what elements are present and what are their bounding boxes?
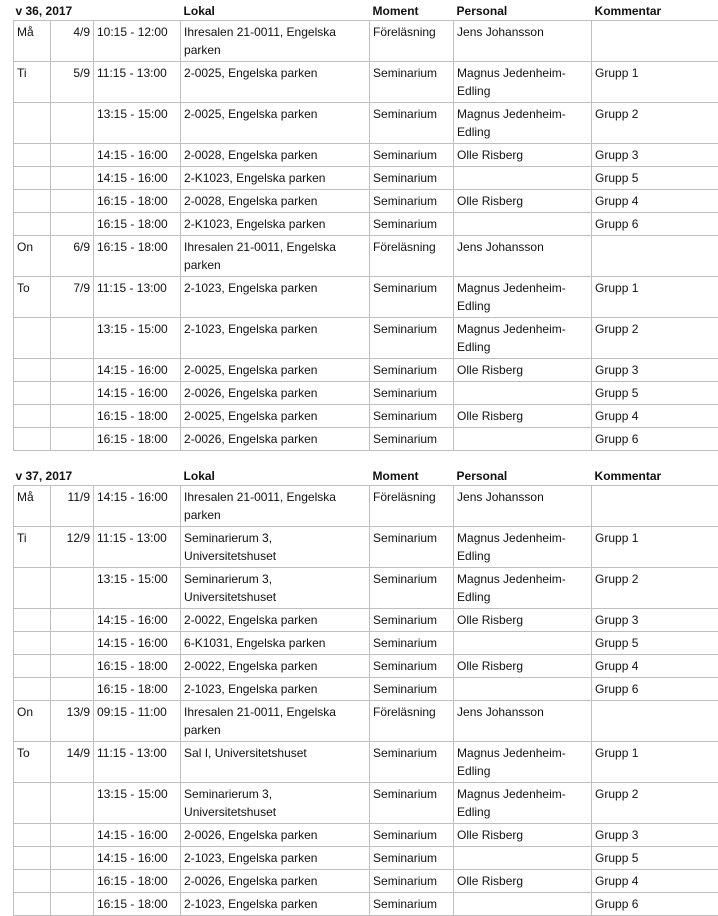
day-cell	[14, 428, 51, 451]
moment-cell: Föreläsning	[370, 236, 454, 277]
day-cell	[14, 405, 51, 428]
personnel-cell	[454, 847, 592, 870]
comment-cell: Grupp 3	[592, 359, 718, 382]
location-cell: 2-0022, Engelska parken	[181, 655, 370, 678]
comment-cell: Grupp 3	[592, 824, 718, 847]
day-cell	[14, 359, 51, 382]
table-row	[14, 701, 718, 742]
table-row	[14, 318, 718, 359]
time-cell: 14:15 - 16:00	[94, 632, 181, 655]
date-cell	[51, 870, 94, 893]
day-cell	[14, 144, 51, 167]
table-row	[14, 405, 718, 428]
table-row	[14, 103, 718, 144]
moment-cell: Seminarium	[370, 824, 454, 847]
date-cell	[51, 428, 94, 451]
location-cell: 2-1023, Engelska parken	[181, 678, 370, 701]
week-header-row	[14, 0, 718, 21]
date-cell: 14/9	[51, 742, 94, 783]
personnel-cell: Jens Johansson	[454, 21, 592, 62]
date-cell: 5/9	[51, 62, 94, 103]
personnel-cell	[454, 213, 592, 236]
location-cell: Ihresalen 21-0011, Engelska parken	[181, 486, 370, 527]
comment-cell: Grupp 1	[592, 527, 718, 568]
date-cell	[51, 405, 94, 428]
comment-cell	[592, 701, 718, 742]
location-cell: 2-0026, Engelska parken	[181, 824, 370, 847]
date-cell	[51, 359, 94, 382]
personnel-cell: Olle Risberg	[454, 870, 592, 893]
day-cell	[14, 847, 51, 870]
comment-cell: Grupp 2	[592, 783, 718, 824]
time-cell: 13:15 - 15:00	[94, 103, 181, 144]
day-cell	[14, 824, 51, 847]
column-header-location: Lokal	[181, 0, 370, 21]
date-cell	[51, 190, 94, 213]
moment-cell: Seminarium	[370, 277, 454, 318]
comment-cell: Grupp 5	[592, 847, 718, 870]
time-cell: 14:15 - 16:00	[94, 847, 181, 870]
week-label: v 37, 2017	[14, 465, 181, 486]
comment-cell: Grupp 6	[592, 428, 718, 451]
table-row	[14, 632, 718, 655]
table-row	[14, 21, 718, 62]
location-cell: Ihresalen 21-0011, Engelska parken	[181, 701, 370, 742]
location-cell: 2-1023, Engelska parken	[181, 893, 370, 916]
personnel-cell: Jens Johansson	[454, 486, 592, 527]
table-row	[14, 167, 718, 190]
location-cell: 2-0025, Engelska parken	[181, 405, 370, 428]
date-cell	[51, 678, 94, 701]
date-cell: 7/9	[51, 277, 94, 318]
time-cell: 11:15 - 13:00	[94, 62, 181, 103]
personnel-cell: Olle Risberg	[454, 359, 592, 382]
date-cell: 13/9	[51, 701, 94, 742]
location-cell: 2-0026, Engelska parken	[181, 428, 370, 451]
moment-cell: Seminarium	[370, 870, 454, 893]
comment-cell: Grupp 1	[592, 62, 718, 103]
comment-cell: Grupp 4	[592, 655, 718, 678]
time-cell: 16:15 - 18:00	[94, 870, 181, 893]
table-row	[14, 62, 718, 103]
comment-cell: Grupp 3	[592, 609, 718, 632]
location-cell: 2-0025, Engelska parken	[181, 62, 370, 103]
moment-cell: Seminarium	[370, 568, 454, 609]
column-header-moment: Moment	[370, 465, 454, 486]
day-cell	[14, 382, 51, 405]
schedule-table	[13, 0, 718, 916]
date-cell	[51, 632, 94, 655]
moment-cell: Seminarium	[370, 678, 454, 701]
moment-cell: Föreläsning	[370, 701, 454, 742]
moment-cell: Seminarium	[370, 428, 454, 451]
personnel-cell: Magnus Jedenheim-Edling	[454, 783, 592, 824]
day-cell: Må	[14, 486, 51, 527]
time-cell: 14:15 - 16:00	[94, 486, 181, 527]
time-cell: 10:15 - 12:00	[94, 21, 181, 62]
table-row	[14, 847, 718, 870]
comment-cell: Grupp 5	[592, 382, 718, 405]
table-row	[14, 428, 718, 451]
date-cell: 12/9	[51, 527, 94, 568]
comment-cell: Grupp 5	[592, 167, 718, 190]
day-cell	[14, 893, 51, 916]
location-cell: 2-0028, Engelska parken	[181, 144, 370, 167]
day-cell	[14, 655, 51, 678]
moment-cell: Föreläsning	[370, 486, 454, 527]
time-cell: 14:15 - 16:00	[94, 359, 181, 382]
location-cell: 2-0026, Engelska parken	[181, 382, 370, 405]
moment-cell: Seminarium	[370, 103, 454, 144]
personnel-cell: Olle Risberg	[454, 190, 592, 213]
table-row	[14, 568, 718, 609]
table-row	[14, 190, 718, 213]
time-cell: 11:15 - 13:00	[94, 277, 181, 318]
date-cell	[51, 824, 94, 847]
location-cell: 2-1023, Engelska parken	[181, 847, 370, 870]
table-row	[14, 486, 718, 527]
moment-cell: Seminarium	[370, 632, 454, 655]
date-cell: 4/9	[51, 21, 94, 62]
personnel-cell: Magnus Jedenheim-Edling	[454, 62, 592, 103]
personnel-cell	[454, 382, 592, 405]
comment-cell	[592, 486, 718, 527]
personnel-cell	[454, 632, 592, 655]
moment-cell: Seminarium	[370, 783, 454, 824]
personnel-cell: Olle Risberg	[454, 405, 592, 428]
date-cell	[51, 655, 94, 678]
personnel-cell	[454, 428, 592, 451]
date-cell	[51, 318, 94, 359]
time-cell: 16:15 - 18:00	[94, 893, 181, 916]
table-row	[14, 742, 718, 783]
comment-cell: Grupp 2	[592, 318, 718, 359]
date-cell	[51, 167, 94, 190]
moment-cell: Seminarium	[370, 167, 454, 190]
location-cell: 2-K1023, Engelska parken	[181, 213, 370, 236]
schedule-body	[14, 0, 718, 916]
moment-cell: Seminarium	[370, 405, 454, 428]
table-row	[14, 655, 718, 678]
table-row	[14, 382, 718, 405]
moment-cell: Seminarium	[370, 742, 454, 783]
personnel-cell	[454, 167, 592, 190]
date-cell	[51, 213, 94, 236]
date-cell	[51, 783, 94, 824]
time-cell: 16:15 - 18:00	[94, 190, 181, 213]
column-header-personnel: Personal	[454, 465, 592, 486]
moment-cell: Seminarium	[370, 609, 454, 632]
table-row	[14, 359, 718, 382]
time-cell: 16:15 - 18:00	[94, 655, 181, 678]
moment-cell: Seminarium	[370, 893, 454, 916]
personnel-cell: Magnus Jedenheim-Edling	[454, 527, 592, 568]
table-row	[14, 824, 718, 847]
moment-cell: Seminarium	[370, 359, 454, 382]
date-cell	[51, 609, 94, 632]
table-row	[14, 277, 718, 318]
day-cell: To	[14, 277, 51, 318]
table-row	[14, 144, 718, 167]
comment-cell: Grupp 6	[592, 213, 718, 236]
location-cell: Seminarierum 3, Universitetshuset	[181, 783, 370, 824]
day-cell	[14, 568, 51, 609]
comment-cell	[592, 236, 718, 277]
time-cell: 14:15 - 16:00	[94, 144, 181, 167]
day-cell	[14, 632, 51, 655]
moment-cell: Seminarium	[370, 318, 454, 359]
personnel-cell: Magnus Jedenheim-Edling	[454, 103, 592, 144]
location-cell: Seminarierum 3, Universitetshuset	[181, 568, 370, 609]
moment-cell: Seminarium	[370, 144, 454, 167]
time-cell: 14:15 - 16:00	[94, 824, 181, 847]
day-cell: On	[14, 236, 51, 277]
date-cell	[51, 382, 94, 405]
personnel-cell: Jens Johansson	[454, 701, 592, 742]
column-header-moment: Moment	[370, 0, 454, 21]
moment-cell: Seminarium	[370, 213, 454, 236]
location-cell: Ihresalen 21-0011, Engelska parken	[181, 236, 370, 277]
comment-cell	[592, 21, 718, 62]
table-row	[14, 870, 718, 893]
time-cell: 16:15 - 18:00	[94, 236, 181, 277]
location-cell: 2-1023, Engelska parken	[181, 318, 370, 359]
location-cell: 2-0026, Engelska parken	[181, 870, 370, 893]
week-label: v 36, 2017	[14, 0, 181, 21]
location-cell: Sal I, Universitetshuset	[181, 742, 370, 783]
time-cell: 13:15 - 15:00	[94, 783, 181, 824]
time-cell: 13:15 - 15:00	[94, 318, 181, 359]
day-cell	[14, 213, 51, 236]
day-cell	[14, 609, 51, 632]
moment-cell: Seminarium	[370, 527, 454, 568]
table-row	[14, 678, 718, 701]
day-cell	[14, 318, 51, 359]
day-cell	[14, 678, 51, 701]
comment-cell: Grupp 5	[592, 632, 718, 655]
date-cell	[51, 847, 94, 870]
personnel-cell: Olle Risberg	[454, 609, 592, 632]
time-cell: 16:15 - 18:00	[94, 678, 181, 701]
moment-cell: Seminarium	[370, 847, 454, 870]
day-cell: On	[14, 701, 51, 742]
moment-cell: Seminarium	[370, 655, 454, 678]
comment-cell: Grupp 1	[592, 742, 718, 783]
time-cell: 14:15 - 16:00	[94, 609, 181, 632]
week-spacer	[14, 451, 718, 466]
day-cell: Må	[14, 21, 51, 62]
location-cell: 2-K1023, Engelska parken	[181, 167, 370, 190]
comment-cell: Grupp 4	[592, 405, 718, 428]
date-cell: 11/9	[51, 486, 94, 527]
date-cell: 6/9	[51, 236, 94, 277]
column-header-location: Lokal	[181, 465, 370, 486]
time-cell: 11:15 - 13:00	[94, 527, 181, 568]
time-cell: 13:15 - 15:00	[94, 568, 181, 609]
day-cell: Ti	[14, 527, 51, 568]
time-cell: 09:15 - 11:00	[94, 701, 181, 742]
day-cell	[14, 103, 51, 144]
time-cell: 16:15 - 18:00	[94, 213, 181, 236]
personnel-cell	[454, 678, 592, 701]
personnel-cell: Magnus Jedenheim-Edling	[454, 277, 592, 318]
table-row	[14, 893, 718, 916]
table-row	[14, 213, 718, 236]
moment-cell: Seminarium	[370, 382, 454, 405]
time-cell: 14:15 - 16:00	[94, 167, 181, 190]
comment-cell: Grupp 6	[592, 678, 718, 701]
personnel-cell: Olle Risberg	[454, 144, 592, 167]
time-cell: 16:15 - 18:00	[94, 428, 181, 451]
personnel-cell: Jens Johansson	[454, 236, 592, 277]
comment-cell: Grupp 4	[592, 870, 718, 893]
date-cell	[51, 893, 94, 916]
personnel-cell: Magnus Jedenheim-Edling	[454, 742, 592, 783]
comment-cell: Grupp 4	[592, 190, 718, 213]
day-cell	[14, 167, 51, 190]
personnel-cell: Magnus Jedenheim-Edling	[454, 568, 592, 609]
table-row	[14, 236, 718, 277]
location-cell: 2-0025, Engelska parken	[181, 103, 370, 144]
personnel-cell: Olle Risberg	[454, 824, 592, 847]
table-row	[14, 527, 718, 568]
comment-cell: Grupp 1	[592, 277, 718, 318]
comment-cell: Grupp 3	[592, 144, 718, 167]
column-header-personnel: Personal	[454, 0, 592, 21]
personnel-cell	[454, 893, 592, 916]
time-cell: 16:15 - 18:00	[94, 405, 181, 428]
personnel-cell: Magnus Jedenheim-Edling	[454, 318, 592, 359]
location-cell: 2-0022, Engelska parken	[181, 609, 370, 632]
day-cell: Ti	[14, 62, 51, 103]
moment-cell: Föreläsning	[370, 21, 454, 62]
week-header-row	[14, 465, 718, 486]
location-cell: 2-1023, Engelska parken	[181, 277, 370, 318]
location-cell: 2-0025, Engelska parken	[181, 359, 370, 382]
personnel-cell: Olle Risberg	[454, 655, 592, 678]
comment-cell: Grupp 6	[592, 893, 718, 916]
day-cell	[14, 870, 51, 893]
day-cell	[14, 783, 51, 824]
location-cell: Ihresalen 21-0011, Engelska parken	[181, 21, 370, 62]
time-cell: 11:15 - 13:00	[94, 742, 181, 783]
column-header-comment: Kommentar	[592, 465, 718, 486]
day-cell	[14, 190, 51, 213]
column-header-comment: Kommentar	[592, 0, 718, 21]
moment-cell: Seminarium	[370, 190, 454, 213]
comment-cell: Grupp 2	[592, 103, 718, 144]
table-row	[14, 609, 718, 632]
time-cell: 14:15 - 16:00	[94, 382, 181, 405]
day-cell: To	[14, 742, 51, 783]
comment-cell: Grupp 2	[592, 568, 718, 609]
location-cell: 2-0028, Engelska parken	[181, 190, 370, 213]
location-cell: 6-K1031, Engelska parken	[181, 632, 370, 655]
date-cell	[51, 103, 94, 144]
date-cell	[51, 144, 94, 167]
table-row	[14, 783, 718, 824]
spacer-cell	[14, 451, 718, 466]
date-cell	[51, 568, 94, 609]
location-cell: Seminarierum 3, Universitetshuset	[181, 527, 370, 568]
moment-cell: Seminarium	[370, 62, 454, 103]
